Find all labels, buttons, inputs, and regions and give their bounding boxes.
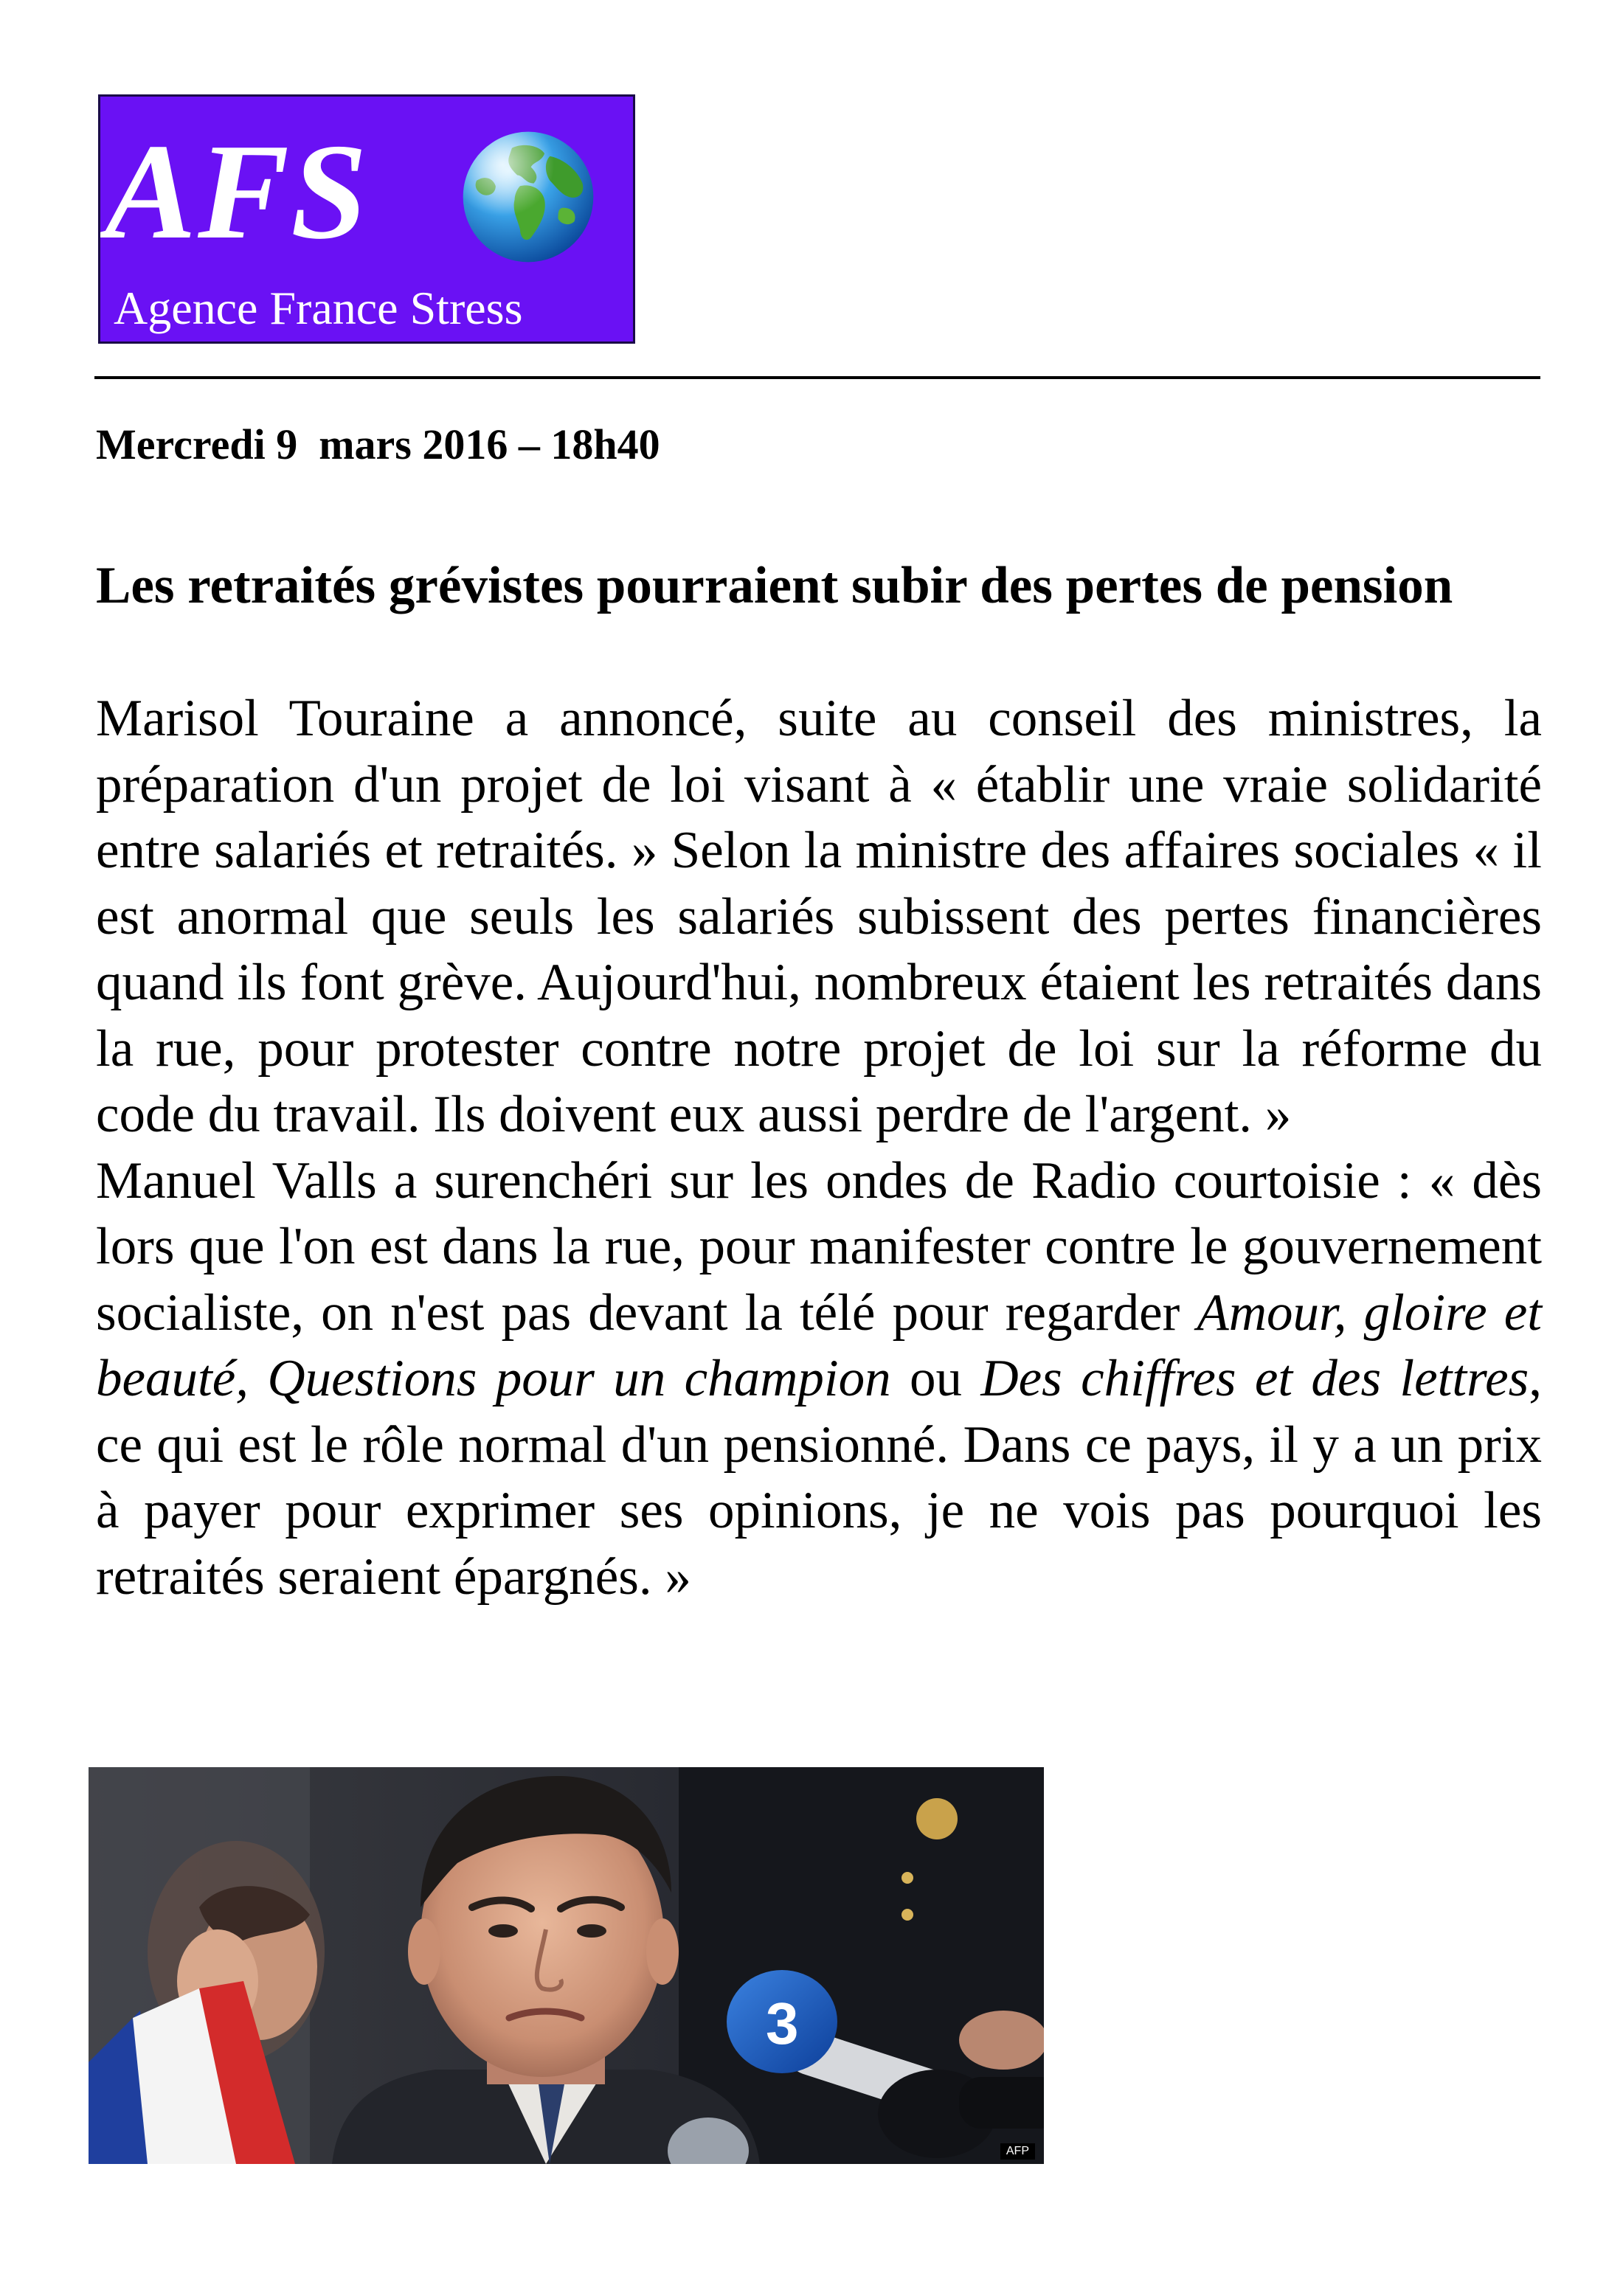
paragraph-text: , ce qui est le rôle normal d'un pensionné. Dans ce pays, il y a un prix à payer pour exprimer ses opinions, je ne vois pas pourquoi les retraités seraient épargnés. » [96, 1350, 1543, 1606]
paragraph-text: ou [890, 1350, 981, 1407]
tv-show-separator: , [235, 1350, 268, 1407]
mic-logo: 3 [766, 1991, 799, 2056]
article-paragraph [96, 1148, 1542, 1611]
photo-illustration [89, 1767, 1044, 2164]
globe-icon [460, 129, 596, 265]
logo-tagline: Agence France Stress [114, 282, 523, 334]
news-photo [89, 1767, 1044, 2164]
article-body [96, 686, 1542, 1610]
tv-show-title: Amour, gloire et beauté [96, 1283, 1542, 1407]
logo-letters: AFS [105, 116, 369, 268]
article-paragraph: Marisol Touraine a annoncé, suite au conseil des ministres, la préparation d'un projet de loi visant à « établir une vraie solidarité entre salariés et retraités. » Selon la ministre des affaires sociales « il est anormal que seuls les salariés subissent des pertes financières quand ils font grève. Aujourd'hui, nombreux étaient les retraités dans la rue, pour protester contre notre projet de loi sur la réforme du code du travail. Ils doivent eux aussi perdre de l'argent. » [96, 690, 1542, 1143]
tv-show-title: Des chiffres et des lettres [980, 1350, 1529, 1407]
dateline: Mercredi 9 mars 2016 – 18h40 [96, 420, 660, 468]
photo-credit: AFP [1000, 2143, 1035, 2160]
article-headline: Les retraités grévistes pourraient subir des pertes de pension [96, 557, 1453, 614]
tv-show-title: Questions pour un champion [267, 1350, 891, 1407]
paragraph-text: Manuel Valls a surenchéri sur les ondes de Radio courtoisie : « dès lors que l'on est dans la rue, pour manifester contre le gouvernement socialiste, on n'est pas devant la télé pour regarder [96, 1151, 1542, 1342]
header-divider [94, 376, 1540, 379]
agency-logo [98, 94, 635, 344]
